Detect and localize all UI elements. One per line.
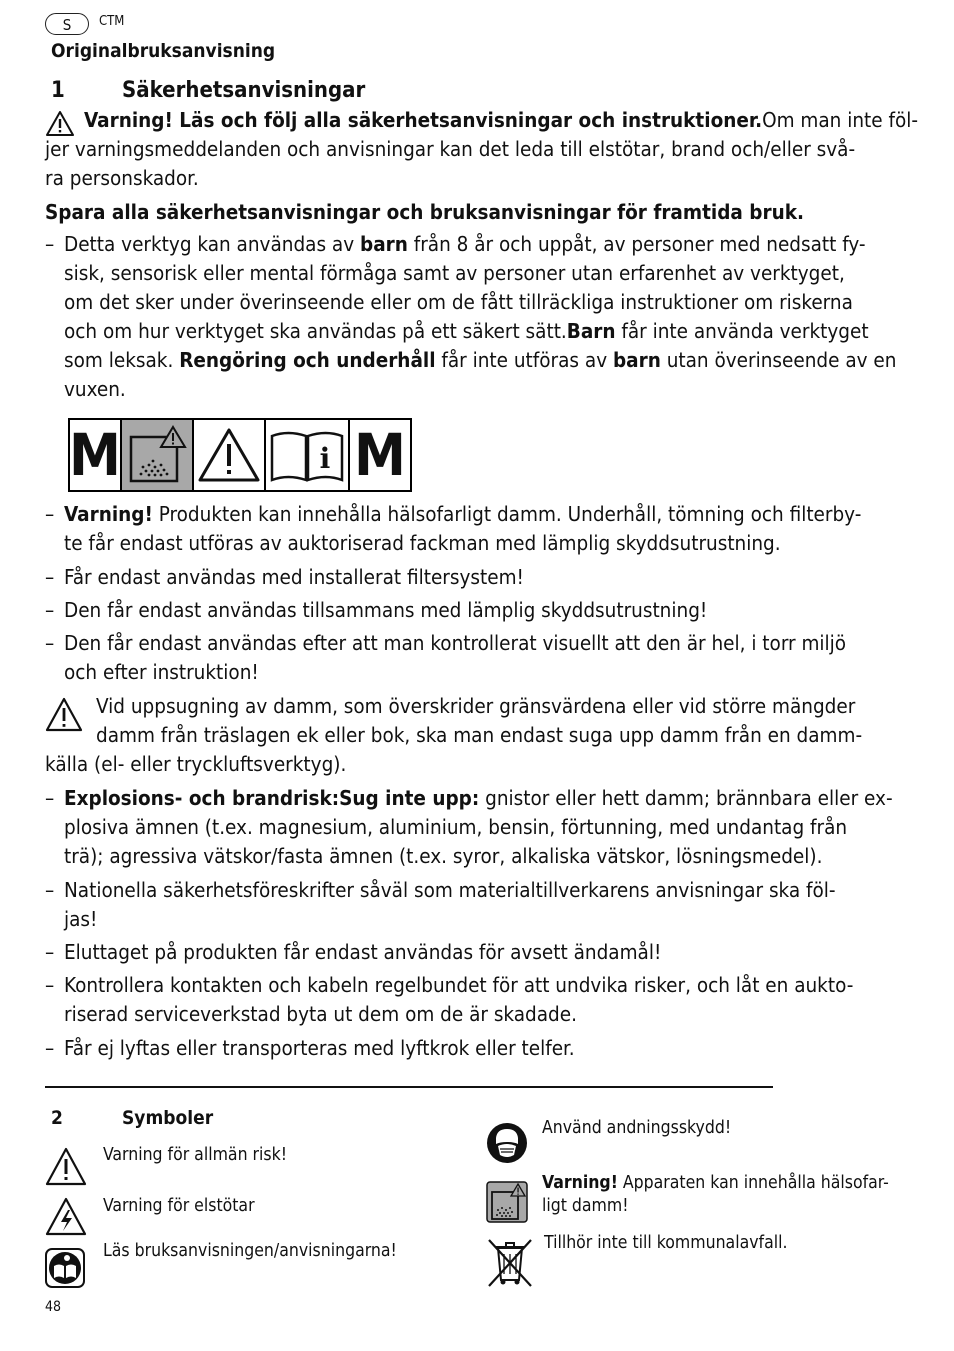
list-item: – Får endast användas med installerat filtersystem! xyxy=(45,565,524,589)
list-item: – Explosions- och brandrisk:Sug inte upp: gnistor eller hett damm; brännbara eller ex- plosiva ämnen (t.ex. magnesium, aluminium, bensin, förtunning, med undantag från trä); agressiva vätskor/fasta ämnen (t.ex. syror, alkaliska vätskor, lösningsmedel). xyxy=(45,786,893,868)
symbol-label-crossed-bin: Tillhör inte till kommunalavfall. xyxy=(544,1233,788,1253)
section-divider xyxy=(45,1086,773,1088)
dust-class-symbol-bar xyxy=(68,418,412,492)
list-item: – Den får endast användas efter att man kontrollerat visuellt att den är hel, i torr miljö och efter instruktion! xyxy=(45,631,847,684)
model-name: CTM xyxy=(99,14,125,29)
read-manual-icon xyxy=(266,420,350,490)
symbol-label-dust-warning: Varning! Apparaten kan innehålla hälsofar- xyxy=(542,1173,889,1193)
language-badge: S xyxy=(45,13,89,35)
dust-warning-icon xyxy=(122,420,194,490)
symbol-label-respirator: Använd andningsskydd! xyxy=(542,1118,732,1138)
warning-triangle-icon xyxy=(194,420,266,490)
list-item: – Får ej lyftas eller transporteras med lyftkrok eller telfer. xyxy=(45,1036,575,1060)
dust-warning-icon xyxy=(486,1180,528,1224)
symbol-label-read-manual: Läs bruksanvisningen/anvisningarna! xyxy=(103,1241,397,1261)
section-2-number: 2 xyxy=(51,1107,63,1129)
list-item: – Varning! Produkten kan innehålla hälsofarligt damm. Underhåll, tömning och filterby- te får endast utföras av auktoriserad fackman med lämplig skyddsutrustning. xyxy=(45,502,862,555)
dust-class-m-left: M xyxy=(69,421,121,489)
electric-shock-icon xyxy=(45,1197,87,1237)
save-instructions-note: Spara alla säkerhetsanvisningar och bruksanvisningar för framtida bruk. xyxy=(45,200,804,224)
list-item: – Kontrollera kontakten och kabeln regelbundet för att undvika risker, och låt en aukto- riserad serviceverkstad byta ut dem om de är skadade. xyxy=(45,973,854,1026)
section-1-number: 1 xyxy=(51,78,65,103)
dust-warning-line-3: källa (el- eller tryckluftsverktyg). xyxy=(45,752,347,776)
warning-line-1: Varning! Läs och följ alla säkerhetsanvisningar och instruktioner.Om man inte föl- xyxy=(84,108,919,132)
dust-warning-line-1: Vid uppsugning av damm, som överskrider gränsvärdena eller vid större mängder xyxy=(96,694,856,718)
warning-line-2: jer varningsmeddelanden och anvisningar kan det leda till elstötar, brand och/eller svå- xyxy=(45,137,856,161)
symbol-label-dust-warning-line-2: ligt damm! xyxy=(542,1196,629,1216)
section-1-title: Säkerhetsanvisningar xyxy=(122,78,366,103)
symbol-label-general-risk: Varning för allmän risk! xyxy=(103,1145,288,1165)
crossed-bin-icon xyxy=(486,1236,534,1288)
page-number: 48 xyxy=(45,1299,62,1315)
read-manual-icon xyxy=(45,1248,85,1288)
document-title: Originalbruksanvisning xyxy=(51,40,276,62)
symbol-label-electric-shock: Varning för elstötar xyxy=(103,1196,255,1216)
respirator-icon xyxy=(486,1122,528,1164)
section-2-title: Symboler xyxy=(122,1107,214,1129)
warning-triangle-icon xyxy=(45,110,75,137)
warning-triangle-icon xyxy=(45,697,83,733)
book-i-letter: i xyxy=(319,442,331,475)
dust-warning-line-2: damm från träslagen ek eller bok, ska man endast suga upp damm från en damm- xyxy=(96,723,863,747)
warning-line-3: ra personskador. xyxy=(45,166,199,190)
dust-class-m-right: M xyxy=(354,421,406,489)
list-item: – Detta verktyg kan användas av barn från 8 år och uppåt, av personer med nedsatt fy- sisk, sensorisk eller mental förmåga samt av personer utan erfarenhet av verktyget, om det sker under överinseende eller om de fått tillräckliga instruktioner om riskerna och om hur verktyget ska användas på ett säkert sätt.Barn får inte använda verktyget som leksak. Rengöring och underhåll får inte utföras av barn utan överinseende av en vuxen. xyxy=(45,232,897,401)
list-item: – Nationella säkerhetsföreskrifter såväl som materialtillverkarens anvisningar ska föl- jas! xyxy=(45,878,836,931)
warning-triangle-icon xyxy=(45,1147,87,1187)
list-item: – Den får endast användas tillsammans med lämplig skyddsutrustning! xyxy=(45,598,708,622)
list-item: – Eluttaget på produkten får endast användas för avsett ändamål! xyxy=(45,940,662,964)
